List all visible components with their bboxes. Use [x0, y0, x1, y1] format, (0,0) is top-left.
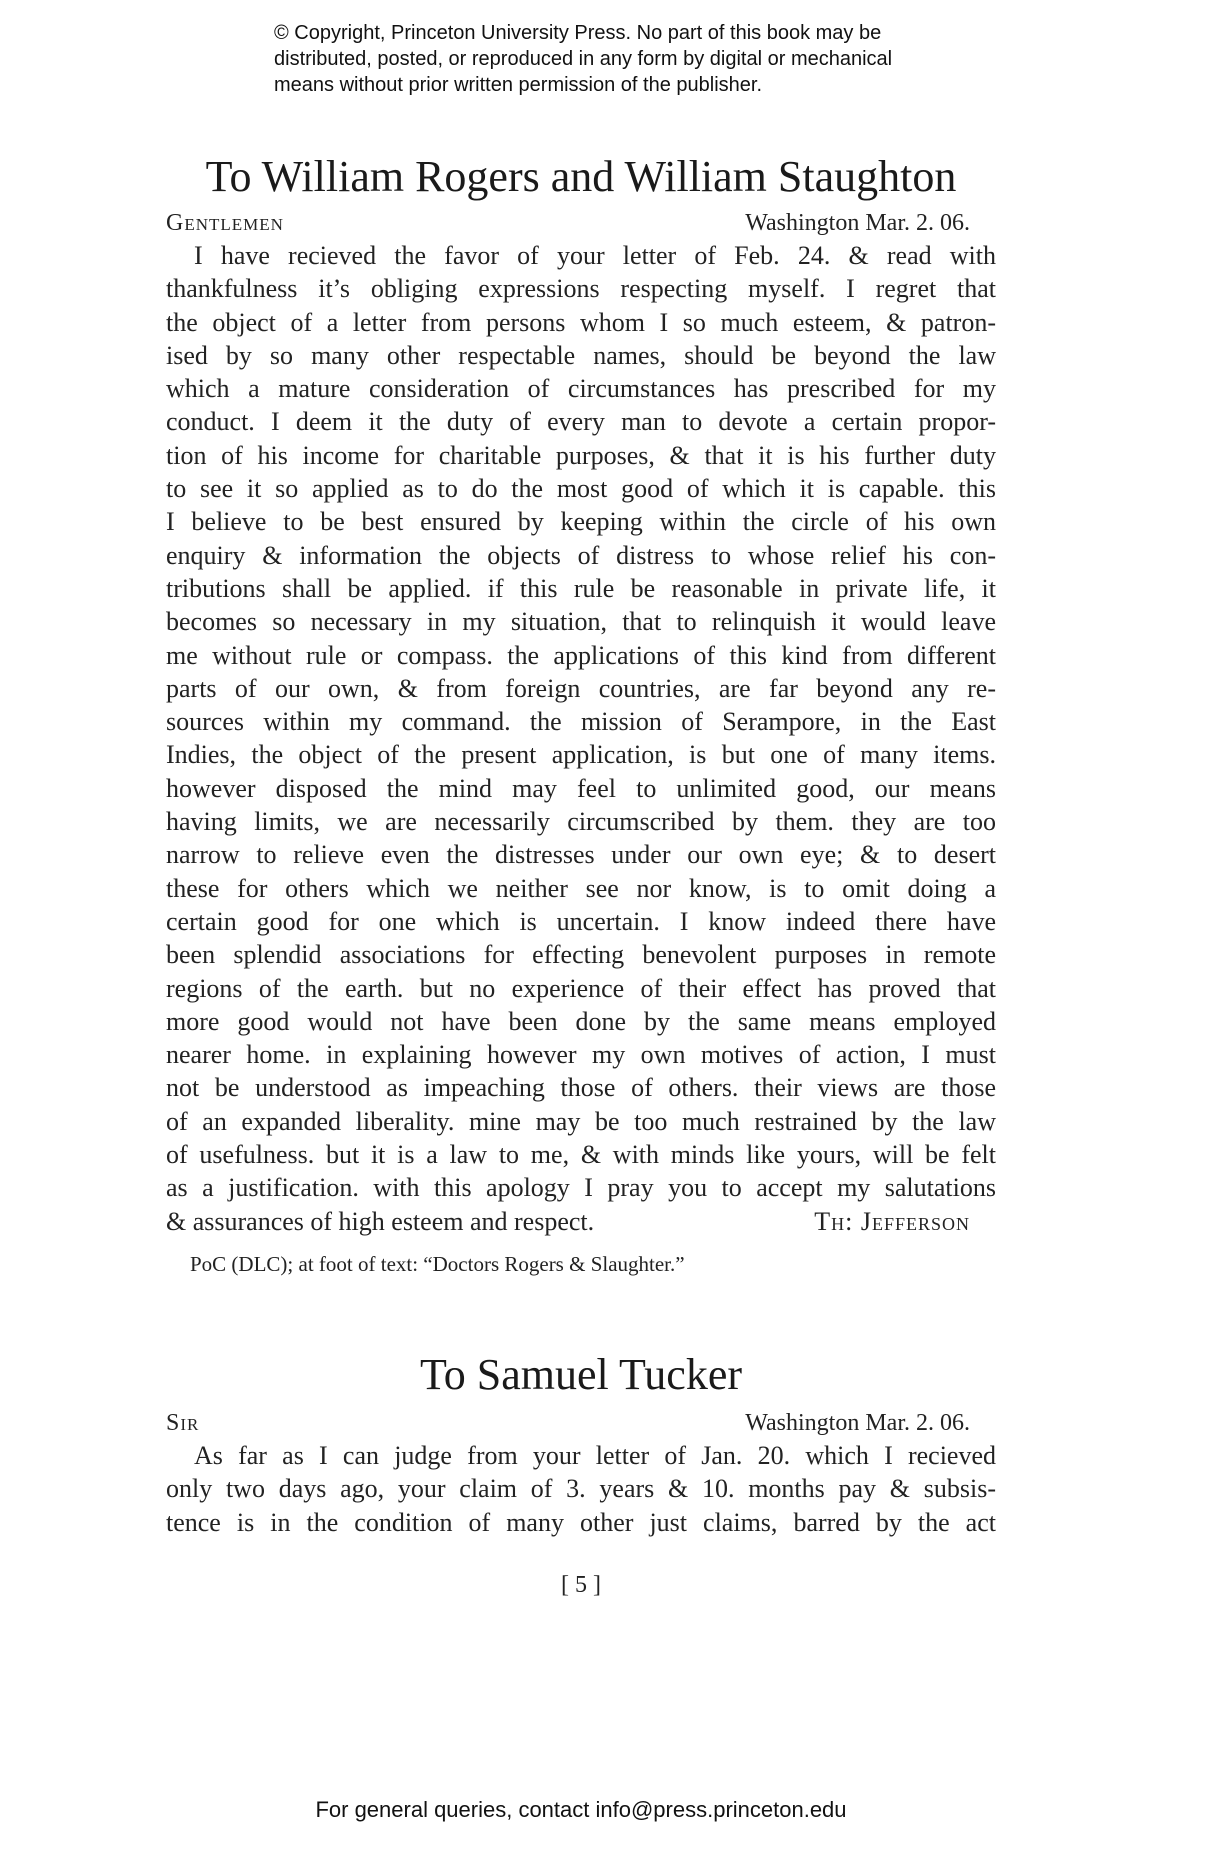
body-line: the object of a letter from persons whom I so much esteem, & patron-	[166, 307, 996, 337]
dateline	[166, 207, 996, 239]
body-line: parts of our own, & from foreign countries, are far beyond any re-	[166, 673, 996, 703]
body-line: conduct. I deem it the duty of every man to devote a certain propor-	[166, 407, 996, 437]
closing-line	[166, 1205, 996, 1238]
letter-rogers-staughton	[166, 150, 996, 1278]
body-line: to see it so applied as to do the most good of which it is capable. this	[166, 474, 996, 504]
body-line: me without rule or compass. the applications of this kind from different	[166, 640, 996, 670]
body-line: thankfulness it’s obliging expressions respecting myself. I regret that	[166, 274, 996, 304]
body-line: having limits, we are necessarily circumscribed by them. they are too	[166, 807, 996, 837]
body-line: of an expanded liberality. mine may be too much restrained by the law	[166, 1106, 996, 1136]
place-date: Washington Mar. 2. 06.	[745, 210, 970, 236]
body-line: of usefulness. but it is a law to me, & with minds like yours, will be felt	[166, 1140, 996, 1170]
body-line: tion of his income for charitable purposes, & that it is his further duty	[166, 440, 996, 470]
body-line: Indies, the object of the present application, is but one of many items.	[166, 740, 996, 770]
salutation: Gentlemen	[166, 210, 284, 236]
body-line: narrow to relieve even the distresses under our own eye; & to desert	[166, 840, 996, 870]
dateline	[166, 1407, 996, 1439]
closing-text: & assurances of high esteem and respect.	[166, 1206, 595, 1236]
body-line: nearer home. in explaining however my own motives of action, I must	[166, 1040, 996, 1070]
body-line: becomes so necessary in my situation, that to relinquish it would leave	[166, 607, 996, 637]
page-number: [ 5 ]	[561, 1572, 601, 1598]
letter-body	[166, 1439, 996, 1539]
body-line: certain good for one which is uncertain. I know indeed there have	[166, 906, 996, 936]
body-line: tributions shall be applied. if this rule be reasonable in private life, it	[166, 573, 996, 603]
body-line: sources within my command. the mission of Serampore, in the East	[166, 707, 996, 737]
body-line: enquiry & information the objects of distress to whose relief his con-	[166, 540, 996, 570]
body-line: I have recieved the favor of your letter of Feb. 24. & read with	[194, 241, 996, 270]
place-date: Washington Mar. 2. 06.	[745, 1410, 970, 1436]
body-line: more good would not have been done by the same means employed	[166, 1006, 996, 1036]
letter-title: To Samuel Tucker	[419, 1350, 743, 1399]
source-note: PoC (DLC); at foot of text: “Doctors Rogers & Slaughter.”	[190, 1251, 685, 1276]
letter-title: To William Rogers and William Staughton	[205, 152, 957, 201]
copyright-line: distributed, posted, or reproduced in any form by digital or mechanical	[274, 48, 893, 70]
letter-body	[166, 239, 996, 1238]
letter-samuel-tucker	[166, 1348, 996, 1539]
body-line: tence is in the condition of many other just claims, barred by the act	[166, 1507, 996, 1537]
signature: Th: Jefferson	[814, 1206, 970, 1236]
body-line: as a justification. with this apology I pray you to accept my salutations	[166, 1173, 996, 1203]
salutation: Sir	[166, 1410, 200, 1436]
footer-contact: For general queries, contact info@press.princeton.edu	[315, 1797, 847, 1822]
body-line: regions of the earth. but no experience of their effect has proved that	[166, 973, 996, 1003]
body-line: only two days ago, your claim of 3. years & 10. months pay & subsis-	[166, 1474, 996, 1504]
copyright-notice	[274, 20, 994, 98]
body-line: been splendid associations for effecting benevolent purposes in remote	[166, 940, 996, 970]
body-line: these for others which we neither see nor know, is to omit doing a	[166, 873, 996, 903]
copyright-line: means without prior written permission of the publisher.	[274, 74, 763, 96]
body-line: I believe to be best ensured by keeping within the circle of his own	[166, 507, 996, 537]
body-line: As far as I can judge from your letter of Jan. 20. which I recieved	[194, 1441, 996, 1470]
body-line: not be understood as impeaching those of others. their views are those	[166, 1073, 996, 1103]
copyright-line: © Copyright, Princeton University Press. No part of this book may be	[274, 22, 882, 44]
body-line: which a mature consideration of circumstances has prescribed for my	[166, 374, 996, 404]
body-line: ised by so many other respectable names, should be beyond the law	[166, 340, 996, 370]
body-line: however disposed the mind may feel to unlimited good, our means	[166, 773, 996, 803]
